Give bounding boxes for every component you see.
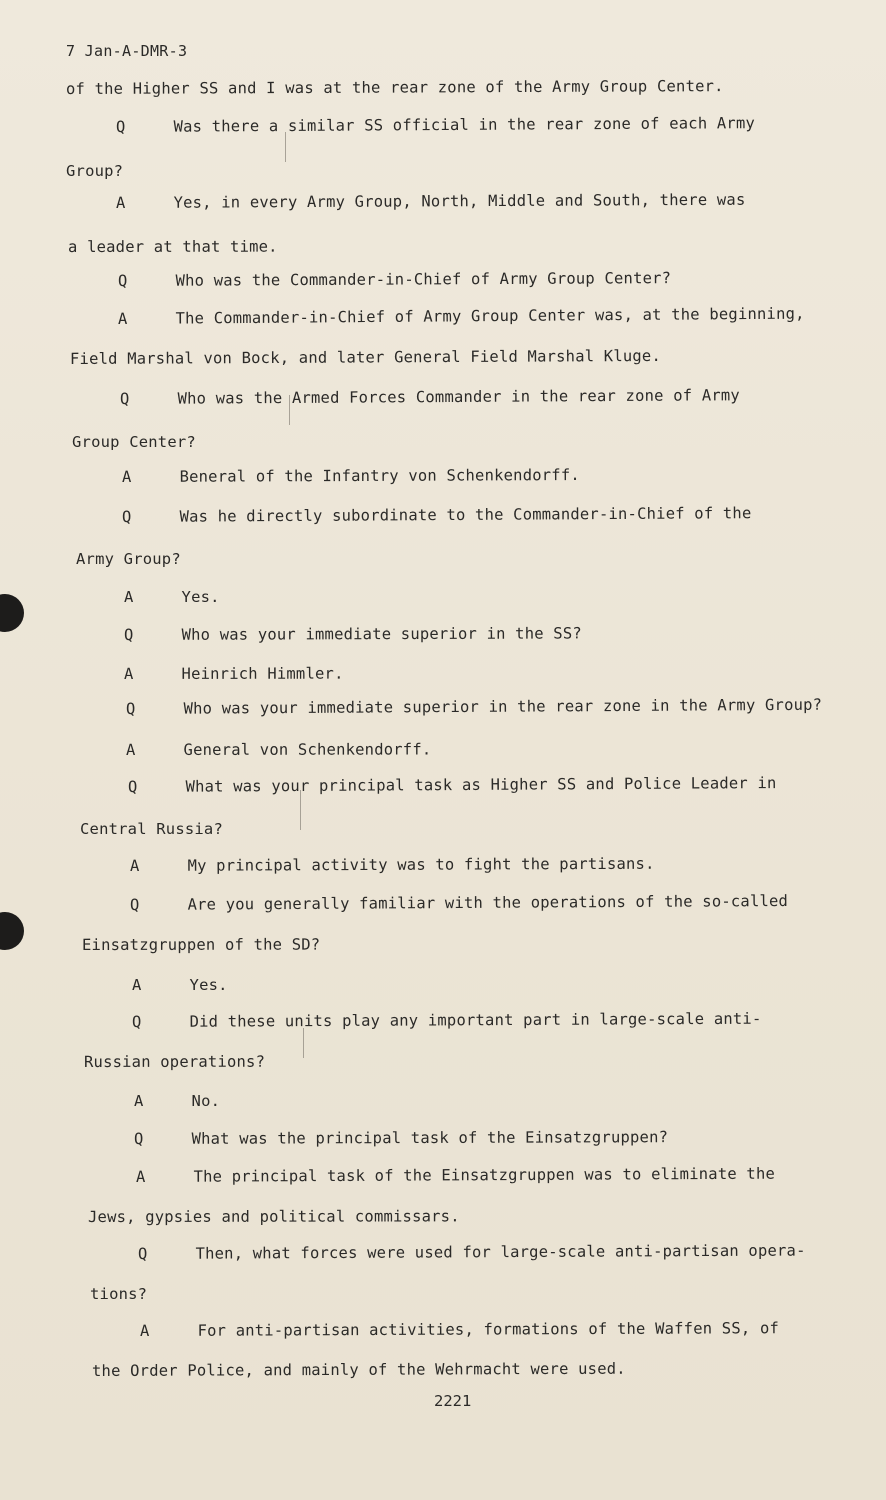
speaker-marker: Q xyxy=(137,1244,148,1263)
line-text: Was there a similar SS official in the rear zone of each Army xyxy=(173,114,756,136)
answer-line xyxy=(134,1092,220,1110)
speaker-marker: A xyxy=(124,588,134,606)
question-line xyxy=(138,1242,806,1263)
answer-line xyxy=(124,665,344,683)
speaker-marker: A xyxy=(115,193,126,212)
line-text: Army Group? xyxy=(76,550,181,568)
question-line xyxy=(120,386,740,408)
continuation-line xyxy=(70,347,661,368)
line-text: Group? xyxy=(66,162,124,180)
answer-line xyxy=(122,466,580,486)
line-text: What was the principal task of the Einsatzgruppen? xyxy=(191,1128,669,1148)
question-line xyxy=(122,504,752,526)
question-line xyxy=(118,269,671,290)
speaker-marker: Q xyxy=(121,507,132,526)
continuation-line xyxy=(80,820,223,838)
answer-line xyxy=(126,740,431,759)
line-text: Jews, gypsies and political commissars. xyxy=(87,1207,460,1226)
punch-hole-lower xyxy=(0,912,24,950)
speaker-marker: Q xyxy=(131,1012,142,1031)
continuation-line xyxy=(92,1360,626,1380)
continuation-line xyxy=(82,936,320,954)
speaker-marker: A xyxy=(117,309,128,328)
line-text: Yes. xyxy=(189,976,228,994)
punch-hole-upper xyxy=(0,594,24,632)
speaker-marker: A xyxy=(135,1167,146,1186)
speaker-marker: A xyxy=(123,664,134,683)
speaker-marker: A xyxy=(125,740,136,759)
line-text: the Order Police, and mainly of the Wehrmacht were used. xyxy=(91,1359,626,1380)
line-text: Group Center? xyxy=(72,433,196,451)
crease-mark xyxy=(300,790,301,830)
line-text: The Commander-in-Chief of Army Group Center was, at the beginning, xyxy=(175,304,805,328)
continuation-line xyxy=(66,77,724,98)
line-text: Who was the Armed Forces Commander in the rear zone of Army xyxy=(177,386,740,408)
line-text: General von Schenkendorff. xyxy=(183,740,432,759)
line-text: Beneral of the Infantry von Schenkendorff. xyxy=(179,466,580,486)
continuation-line xyxy=(88,1207,460,1226)
line-text: a leader at that time. xyxy=(67,237,278,256)
speaker-marker: Q xyxy=(123,625,134,644)
speaker-marker: A xyxy=(132,976,142,994)
speaker-marker: Q xyxy=(133,1129,144,1148)
line-text: My principal activity was to fight the partisans. xyxy=(187,854,655,875)
line-text: Yes, in every Army Group, North, Middle and South, there was xyxy=(173,190,746,212)
document-header: 7 Jan-A-DMR-3 xyxy=(66,42,188,60)
line-text: Who was the Commander-in-Chief of Army Group Center? xyxy=(175,269,672,290)
answer-line xyxy=(136,1165,775,1186)
question-line xyxy=(124,624,582,644)
speaker-marker: Q xyxy=(127,777,138,796)
line-text: Russian operations? xyxy=(83,1052,266,1071)
line-text: of the Higher SS and I was at the rear zone of the Army Group Center. xyxy=(65,77,724,98)
crease-mark xyxy=(285,132,286,162)
answer-line xyxy=(132,976,228,994)
line-text: Yes. xyxy=(181,588,220,606)
speaker-marker: A xyxy=(134,1092,144,1110)
line-text: Then, what forces were used for large-scale anti-partisan opera- xyxy=(195,1241,806,1263)
answer-line xyxy=(124,588,220,606)
line-text: Who was your immediate superior in the SS? xyxy=(181,624,582,644)
line-text: Did these units play any important part in large-scale anti- xyxy=(189,1009,762,1031)
line-text: The principal task of the Einsatzgruppen was to eliminate the xyxy=(193,1164,776,1186)
continuation-line xyxy=(72,433,196,451)
question-line xyxy=(132,1010,762,1031)
line-text: Central Russia? xyxy=(80,820,223,838)
line-text: tions? xyxy=(90,1285,148,1303)
line-text: For anti-partisan activities, formations of the Waffen SS, of xyxy=(197,1319,780,1340)
line-text: Who was your immediate superior in the rear zone in the Army Group? xyxy=(183,695,823,718)
line-text: No. xyxy=(191,1092,221,1110)
answer-line xyxy=(140,1319,779,1340)
line-text: Einsatzgruppen of the SD? xyxy=(81,935,321,954)
line-text: Was he directly subordinate to the Commander-in-Chief of the xyxy=(179,504,752,526)
question-line xyxy=(126,696,822,718)
crease-mark xyxy=(303,1028,304,1058)
question-line xyxy=(128,774,777,796)
line-text: Field Marshal von Bock, and later General Field Marshal Kluge. xyxy=(69,346,662,368)
question-line xyxy=(134,1128,668,1148)
line-text: Heinrich Himmler. xyxy=(181,664,344,683)
line-text: Are you generally familiar with the operations of the so-called xyxy=(187,891,789,914)
speaker-marker: Q xyxy=(125,699,136,718)
speaker-marker: Q xyxy=(117,271,128,290)
speaker-marker: A xyxy=(129,856,140,875)
continuation-line xyxy=(90,1285,147,1303)
speaker-marker: Q xyxy=(129,895,140,914)
page-number: 2221 xyxy=(434,1392,472,1410)
continuation-line xyxy=(84,1053,265,1071)
question-line xyxy=(116,114,755,136)
line-text: What was your principal task as Higher SS and Police Leader in xyxy=(185,774,777,796)
continuation-line xyxy=(76,550,181,568)
speaker-marker: A xyxy=(121,467,132,486)
speaker-marker: A xyxy=(139,1321,150,1340)
answer-line xyxy=(130,855,655,875)
continuation-line xyxy=(66,162,123,180)
speaker-marker: Q xyxy=(115,117,126,136)
answer-line xyxy=(118,305,805,328)
speaker-marker: Q xyxy=(119,389,130,408)
continuation-line xyxy=(68,238,278,256)
answer-line xyxy=(116,191,746,212)
question-line xyxy=(130,892,788,914)
